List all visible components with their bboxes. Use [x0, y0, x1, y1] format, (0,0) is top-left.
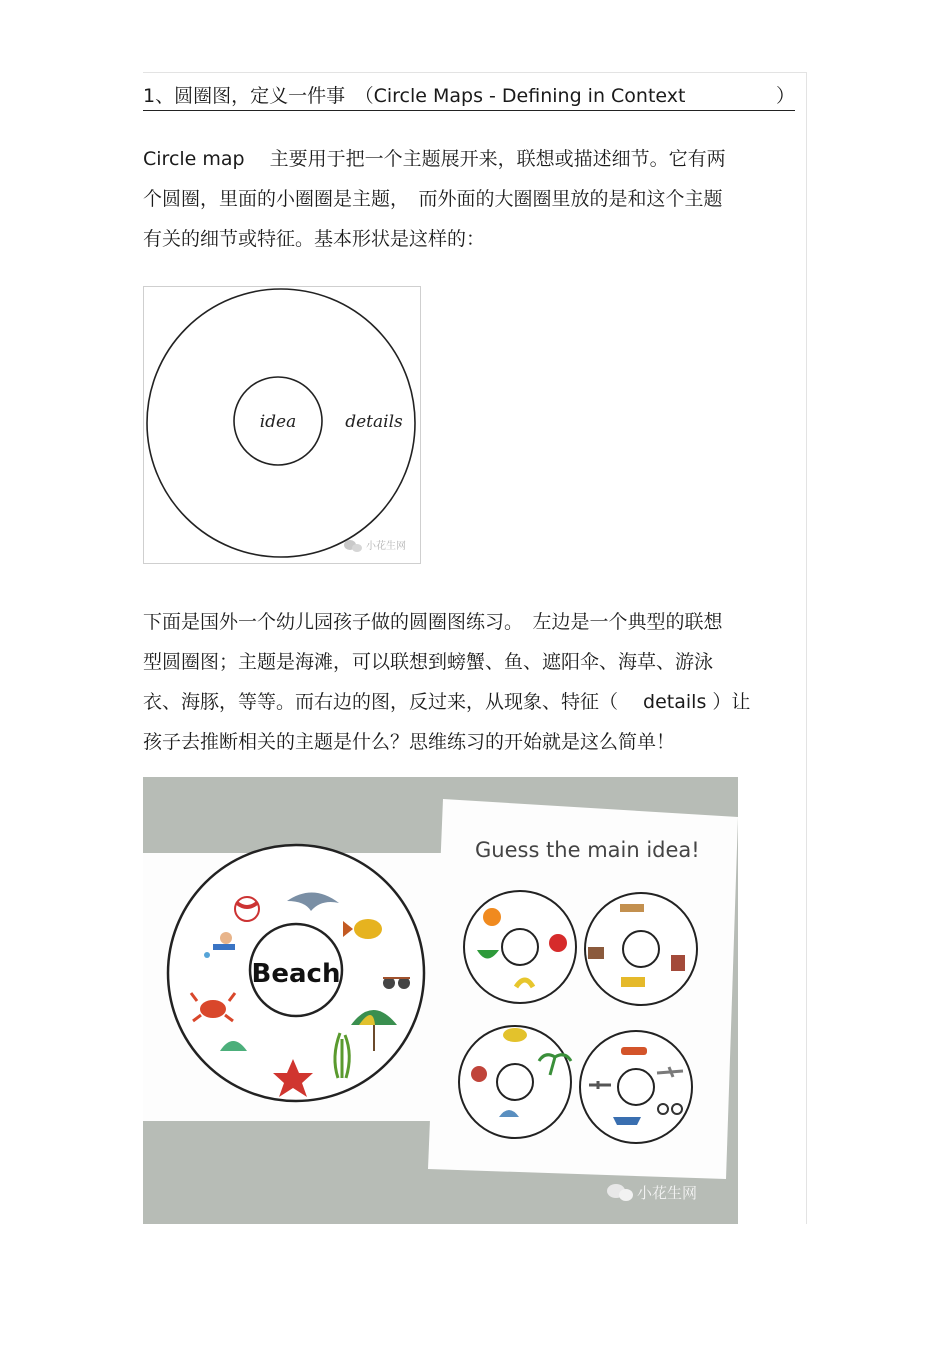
worksheet-photo [143, 777, 738, 1224]
school-inner-circle [623, 931, 659, 967]
food-inner-circle [502, 929, 538, 965]
books-icon [588, 947, 604, 959]
wechat-icon [607, 1184, 633, 1201]
car-icon [621, 1047, 647, 1055]
example-line-4: 孩子去推断相关的主题是什么？思维练习的开始就是这么简单！ [143, 731, 676, 753]
section-heading [143, 84, 795, 111]
beach-ball-icon [235, 897, 259, 921]
example-paragraph [143, 602, 750, 762]
beach-label: Beach [251, 959, 341, 989]
ocean-inner-circle [497, 1064, 533, 1100]
guess-title: Guess the main idea! [475, 838, 700, 862]
section-heading-close-paren: ） [776, 85, 796, 107]
details-label: details [345, 412, 403, 432]
example-line-1: 下面是国外一个幼儿园孩子做的圆圈图练习。 左边是一个典型的联想 [143, 611, 723, 633]
intro-line-2: 个圆圈，里面的小圈圈是主题， 而外面的大圈圈里放的是和这个主题 [143, 188, 723, 210]
photo-watermark: 小花生网 [637, 1184, 698, 1202]
page-frame-top [143, 72, 807, 73]
intro-line-3: 有关的细节或特征。基本形状是这样的： [143, 228, 486, 250]
tropical-fish-icon [503, 1028, 527, 1042]
circle-map-svg [144, 287, 420, 563]
example-line-2: 型圆圈图；主题是海滩，可以联想到螃蟹、鱼、遮阳伞、海草、游泳 [143, 651, 714, 673]
ruler-icon [620, 904, 644, 912]
backpack-icon [671, 955, 685, 971]
idea-label: idea [259, 412, 297, 432]
boat-icon [613, 1117, 641, 1125]
section-heading-text: 1、圆圈图，定义一件事 （Circle Maps - Defining in Context [143, 85, 686, 107]
circle-map-diagram [143, 286, 421, 564]
intro-line-1: Circle map 主要用于把一个主题展开来，联想或描述细节。它有两 [143, 148, 726, 170]
school-bus-icon [621, 977, 645, 987]
transport-inner-circle [618, 1069, 654, 1105]
intro-paragraph [143, 139, 726, 259]
example-line-3: 衣、海豚，等等。而右边的图，反过来，从现象、特征（ details ）让 [143, 691, 751, 713]
page-frame-right [806, 72, 807, 1224]
sea-creature-icon [471, 1066, 487, 1082]
wechat-icon [344, 540, 362, 552]
diagram-watermark: 小花生网 [366, 541, 406, 552]
apple-icon [549, 934, 567, 952]
orange-icon [483, 908, 501, 926]
worksheet-photo-svg [143, 777, 738, 1224]
